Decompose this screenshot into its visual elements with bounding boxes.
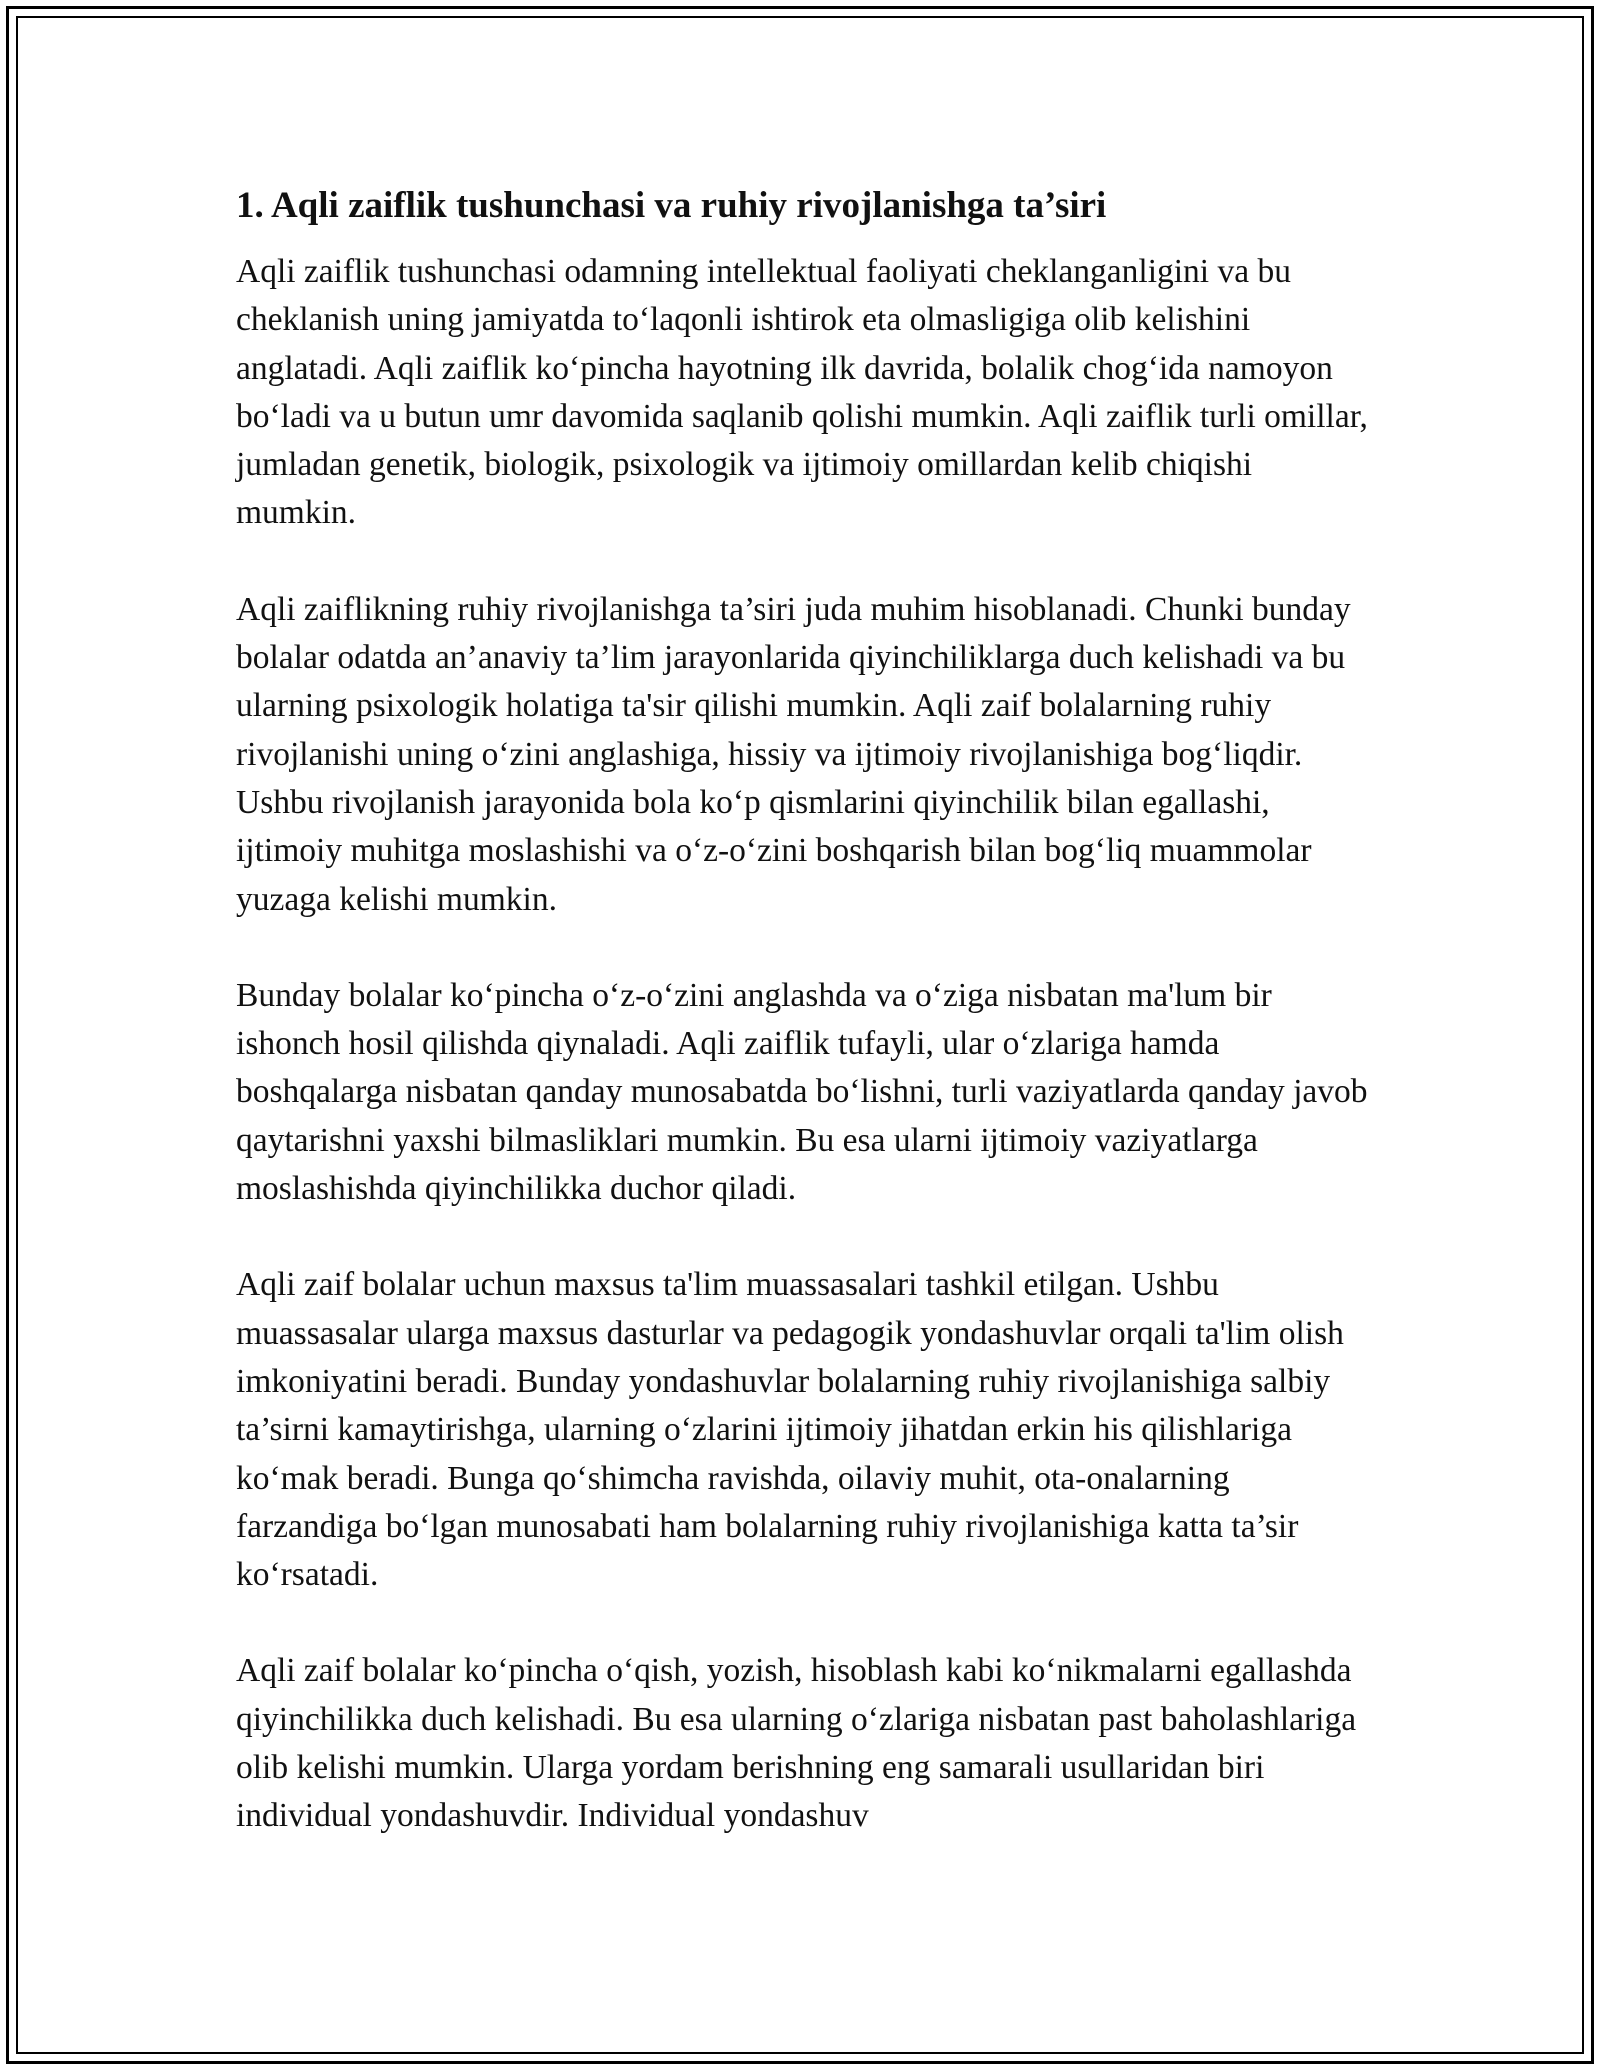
paragraph-3: Bunday bolalar ko‘pincha o‘z-o‘zini anglashda va o‘ziga nisbatan ma'lum bir ishonch hosil qilishda qiynaladi. Aqli zaiflik tufayli, ular o‘zlariga hamda boshqalarga nisbatan qanday munosabatda bo‘lishni, turli vaziyatlarda qanday javob qaytarishni yaxshi bilmasliklari mumkin. Bu esa ularni ijtimoiy vaziyatlarga moslashishda qiyinchilikka duchor qiladi. xyxy=(236,976,1368,1208)
document-body xyxy=(236,180,1376,1841)
paragraph-4: Aqli zaif bolalar uchun maxsus ta'lim muassasalari tashkil etilgan. Ushbu muassasalar ularga maxsus dasturlar va pedagogik yondashuvlar orqali ta'lim olish imkoniyatini beradi. Bunday yondashuvlar bolalarning ruhiy rivojlanishiga salbiy ta’sirni kamaytirishga, ularning o‘zlarini ijtimoiy jihatdan erkin his qilishlariga ko‘mak beradi. Bunga qo‘shimcha ravishda, oilaviy muhit, ota-onalarning farzandiga bo‘lgan munosabati ham bolalarning ruhiy rivojlanishiga katta ta’sir ko‘rsatadi. xyxy=(236,1266,1344,1594)
paragraph-1: Aqli zaiflik tushunchasi odamning intellektual faoliyati cheklanganligini va bu cheklanish uning jamiyatda to‘laqonli ishtirok eta olmasligiga olib kelishini anglatadi. Aqli zaiflik ko‘pincha hayotning ilk davrida, bolalik chog‘ida namoyon bo‘ladi va u butun umr davomida saqlanib qolishi mumkin. Aqli zaiflik turli omillar, jumladan genetik, biologik, psixologik va ijtimoiy omillardan kelib chiqishi mumkin. xyxy=(236,253,1368,532)
paragraph-2: Aqli zaiflikning ruhiy rivojlanishga ta’siri juda muhim hisoblanadi. Chunki bunday bolalar odatda an’anaviy ta’lim jarayonlarida qiyinchiliklarga duch kelishadi va bu ularning psixologik holatiga ta'sir qilishi mumkin. Aqli zaif bolalarning ruhiy rivojlanishi uning o‘zini anglashiga, hissiy va ijtimoiy rivojlanishiga bog‘liqdir. Ushbu rivojlanish jarayonida bola ko‘p qismlarini qiyinchilik bilan egallashi, ijtimoiy muhitga moslashishi va o‘z-o‘zini boshqarish bilan bog‘liq muammolar yuzaga kelishi mumkin. xyxy=(236,590,1351,918)
section-heading: 1. Aqli zaiflik tushunchasi va ruhiy rivojlanishga ta’siri xyxy=(236,185,1107,226)
paragraph-5: Aqli zaif bolalar ko‘pincha o‘qish, yozish, hisoblash kabi ko‘nikmalarni egallashda qiyinchilikka duch kelishadi. Bu esa ularning o‘zlariga nisbatan past baholashlariga olib kelishi mumkin. Ularga yordam berishning eng samarali usullaridan biri individual yondashuvdir. Individual yondashuv xyxy=(236,1652,1357,1835)
